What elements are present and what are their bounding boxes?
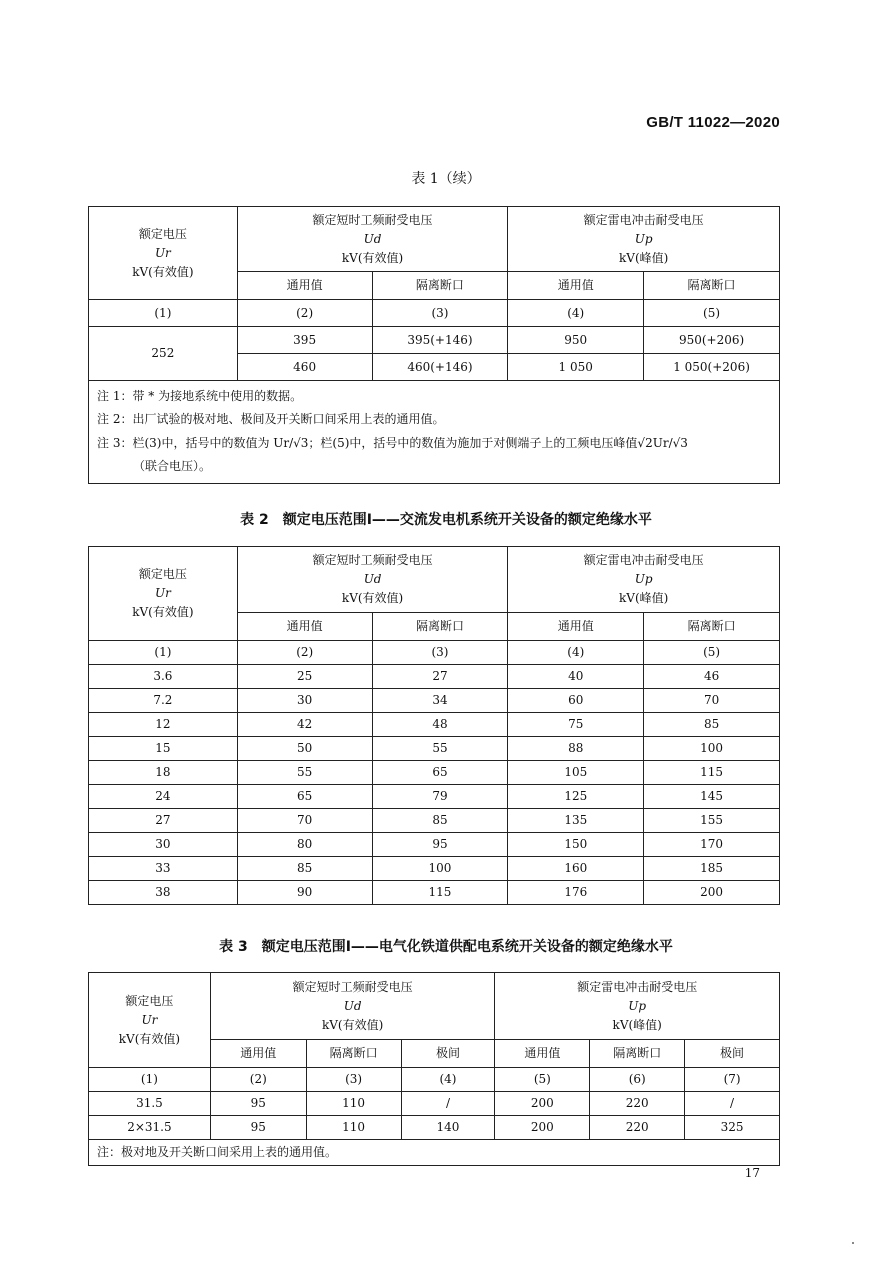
table-row: 31.5 95 110 / 200 220 / xyxy=(89,1092,780,1116)
t1-index-row: (1) (2) (3) (4) (5) xyxy=(89,300,780,327)
table3-caption: 表 3 额定电压范围Ⅰ——电气化铁道供配电系统开关设备的额定绝缘水平 xyxy=(219,939,673,955)
table2-caption: 表 2 额定电压范围Ⅰ——交流发电机系统开关设备的额定绝缘水平 xyxy=(240,512,652,528)
t1-header-rated-voltage: 额定电压 Ur kV(有效值) xyxy=(89,207,238,300)
t1-sub-common-pf: 通用值 xyxy=(237,272,372,300)
t3-note: 注：极对地及开关断口间采用上表的通用值。 xyxy=(89,1140,780,1166)
t1-data-row: 460 460(+146) 1 050 1 050(+206) xyxy=(89,354,780,381)
t1-note-2: 注 2：出厂试验的极对地、极间及开关断口间采用上表的通用值。 xyxy=(97,412,445,427)
t2-sub-isolating-pf: 隔离断口 xyxy=(372,613,508,641)
t2-sub-common-li: 通用值 xyxy=(508,613,644,641)
t2-sub-isolating-li: 隔离断口 xyxy=(644,613,780,641)
t3-sub-pole-li: 极间 xyxy=(685,1040,780,1068)
table-row: 24 65 79 125 145 xyxy=(89,785,780,809)
table-row: 7.2 30 34 60 70 xyxy=(89,689,780,713)
table-row: 2×31.5 95 110 140 200 220 325 xyxy=(89,1116,780,1140)
table3 xyxy=(88,972,780,1166)
table-row: 38 90 115 176 200 xyxy=(89,881,780,905)
table-row: 3.6 25 27 40 46 xyxy=(89,665,780,689)
t1-voltage-cell: 252 xyxy=(89,327,238,381)
table-row: 12 42 48 75 85 xyxy=(89,713,780,737)
table1-caption: 表 1（续） xyxy=(411,171,481,187)
table-row: 30 80 95 150 170 xyxy=(89,833,780,857)
t3-sub-common-li: 通用值 xyxy=(495,1040,590,1068)
t1-sub-isolating-pf: 隔离断口 xyxy=(372,272,508,300)
t1-note-1: 注 1：带 * 为接地系统中使用的数据。 xyxy=(97,389,303,403)
t2-header-rated-voltage: 额定电压 Ur kV(有效值) xyxy=(89,547,238,641)
t1-note-3-cont: （联合电压）。 xyxy=(133,459,212,474)
t3-header-rated-voltage: 额定电压 Ur kV(有效值) xyxy=(89,973,211,1068)
t1-notes xyxy=(89,381,780,484)
table2 xyxy=(88,546,780,905)
t2-header-lightning-impulse: 额定雷电冲击耐受电压 Up kV(峰值) xyxy=(508,547,780,613)
standard-number: GB/T 11022—2020 xyxy=(646,114,780,131)
t2-index-row: (1) (2) (3) (4) (5) xyxy=(89,641,780,665)
t3-header-lightning-impulse: 额定雷电冲击耐受电压 Up kV(峰值) xyxy=(495,973,780,1040)
t3-sub-isolating-li: 隔离断口 xyxy=(590,1040,685,1068)
t2-sub-common-pf: 通用值 xyxy=(237,613,372,641)
t3-sub-isolating-pf: 隔离断口 xyxy=(306,1040,401,1068)
page-number: 17 xyxy=(744,1166,760,1180)
t3-header-power-frequency: 额定短时工频耐受电压 Ud kV(有效值) xyxy=(210,973,495,1040)
t1-header-power-frequency: 额定短时工频耐受电压 Ud kV(有效值) xyxy=(237,207,508,272)
t1-header-lightning-impulse: 额定雷电冲击耐受电压 Up kV(峰值) xyxy=(508,207,780,272)
t3-index-row: (1) (2) (3) (4) (5) (6) (7) xyxy=(89,1068,780,1092)
t3-sub-common-pf: 通用值 xyxy=(210,1040,306,1068)
table-row: 18 55 65 105 115 xyxy=(89,761,780,785)
table-row: 33 85 100 160 185 xyxy=(89,857,780,881)
t3-sub-pole-pf: 极间 xyxy=(401,1040,495,1068)
table1 xyxy=(88,206,780,484)
scan-speck xyxy=(852,1242,854,1244)
t2-header-power-frequency: 额定短时工频耐受电压 Ud kV(有效值) xyxy=(237,547,508,613)
table-row: 15 50 55 88 100 xyxy=(89,737,780,761)
t1-note-3: 注 3：栏(3)中，括号中的数值为 Ur/√3；栏(5)中，括号中的数值为施加于对侧端子上的工频电压峰值√2Ur/√3 xyxy=(97,435,688,450)
table-row: 27 70 85 135 155 xyxy=(89,809,780,833)
t1-data-row: 252 395 395(+146) 950 950(+206) xyxy=(89,327,780,354)
t1-sub-common-li: 通用值 xyxy=(508,272,644,300)
t1-sub-isolating-li: 隔离断口 xyxy=(644,272,780,300)
